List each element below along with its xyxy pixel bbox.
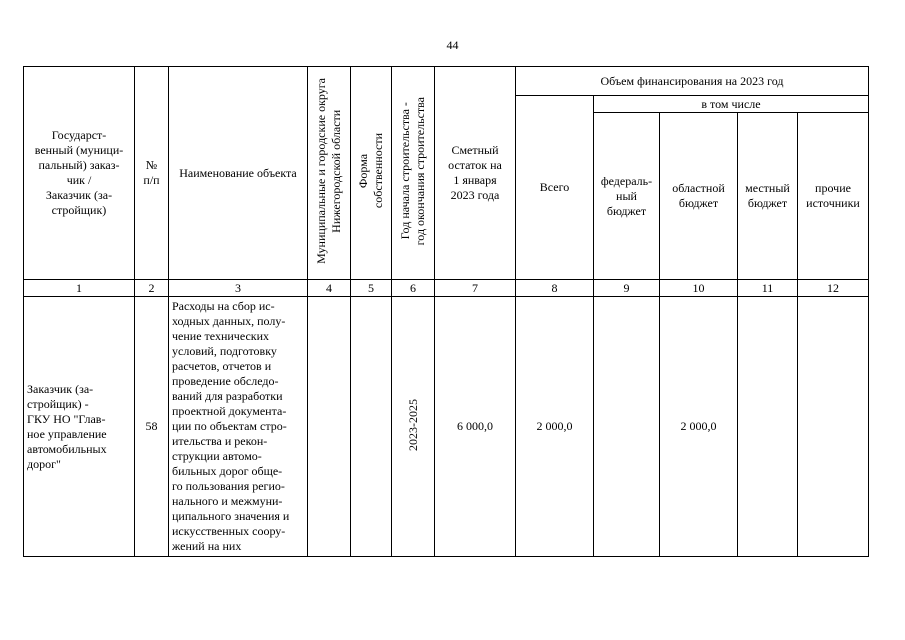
row-federal (594, 297, 660, 557)
header-customer: Государст- венный (муници- пальный) заказ- чик / Заказчик (за- стройщик) (24, 67, 135, 280)
row-municipality (308, 297, 351, 557)
row-total: 2 000,0 (516, 297, 594, 557)
row-estimated-balance: 6 000,0 (435, 297, 516, 557)
column-number: 7 (435, 280, 516, 297)
header-ownership-cell (351, 67, 392, 280)
column-number: 6 (392, 280, 435, 297)
column-number: 5 (351, 280, 392, 297)
header-local: местный бюджет (738, 113, 798, 280)
column-number: 3 (169, 280, 308, 297)
column-numbers-row (24, 280, 869, 297)
row-other (798, 297, 869, 557)
column-number: 1 (24, 280, 135, 297)
header-federal: федераль- ный бюджет (594, 113, 660, 280)
row-num: 58 (135, 297, 169, 557)
column-number: 9 (594, 280, 660, 297)
column-number: 11 (738, 280, 798, 297)
row-local (738, 297, 798, 557)
column-number: 12 (798, 280, 869, 297)
column-number: 2 (135, 280, 169, 297)
financing-table (23, 66, 869, 557)
table-row (24, 297, 869, 557)
column-number: 10 (660, 280, 738, 297)
row-customer: Заказчик (за- стройщик) - ГКУ НО "Глав- ное управление автомобильных дорог" (24, 297, 135, 557)
page-number: 44 (446, 38, 459, 52)
header-estimated-balance: Сметный остаток на 1 января 2023 года (435, 67, 516, 280)
header-including: в том числе (594, 96, 869, 113)
header-municipality-cell (308, 67, 351, 280)
row-years-cell (392, 297, 435, 557)
row-years: 2023-2025 (405, 398, 420, 451)
header-municipality: Муниципальные и городские округа Нижегородской области (314, 78, 343, 264)
row-object-name: Расходы на сбор ис- ходных данных, полу- чение технических условий, подготовку расчетов, отчетов и проведение обследо- ваний для разработки проектной документа- ции по объектам стро- ительства и рекон- струкции автомо- бильных дорог обще- го пользования регио- нального и межмуни- ципального значения и искусственных соору- жений на них (169, 297, 308, 557)
header-years-cell (392, 67, 435, 280)
column-number: 4 (308, 280, 351, 297)
header-years: Год начала строительства - год окончания строительства (398, 96, 427, 246)
header-object-name: Наименование объекта (169, 67, 308, 280)
column-number: 8 (516, 280, 594, 297)
header-regional: областной бюджет (660, 113, 738, 280)
header-ownership: Форма собственности (356, 133, 385, 209)
header-other: прочие источники (798, 113, 869, 280)
header-funding-group: Объем финансирования на 2023 год (516, 67, 869, 96)
row-regional: 2 000,0 (660, 297, 738, 557)
row-ownership (351, 297, 392, 557)
header-num: № п/п (135, 67, 169, 280)
header-total: Всего (516, 96, 594, 280)
